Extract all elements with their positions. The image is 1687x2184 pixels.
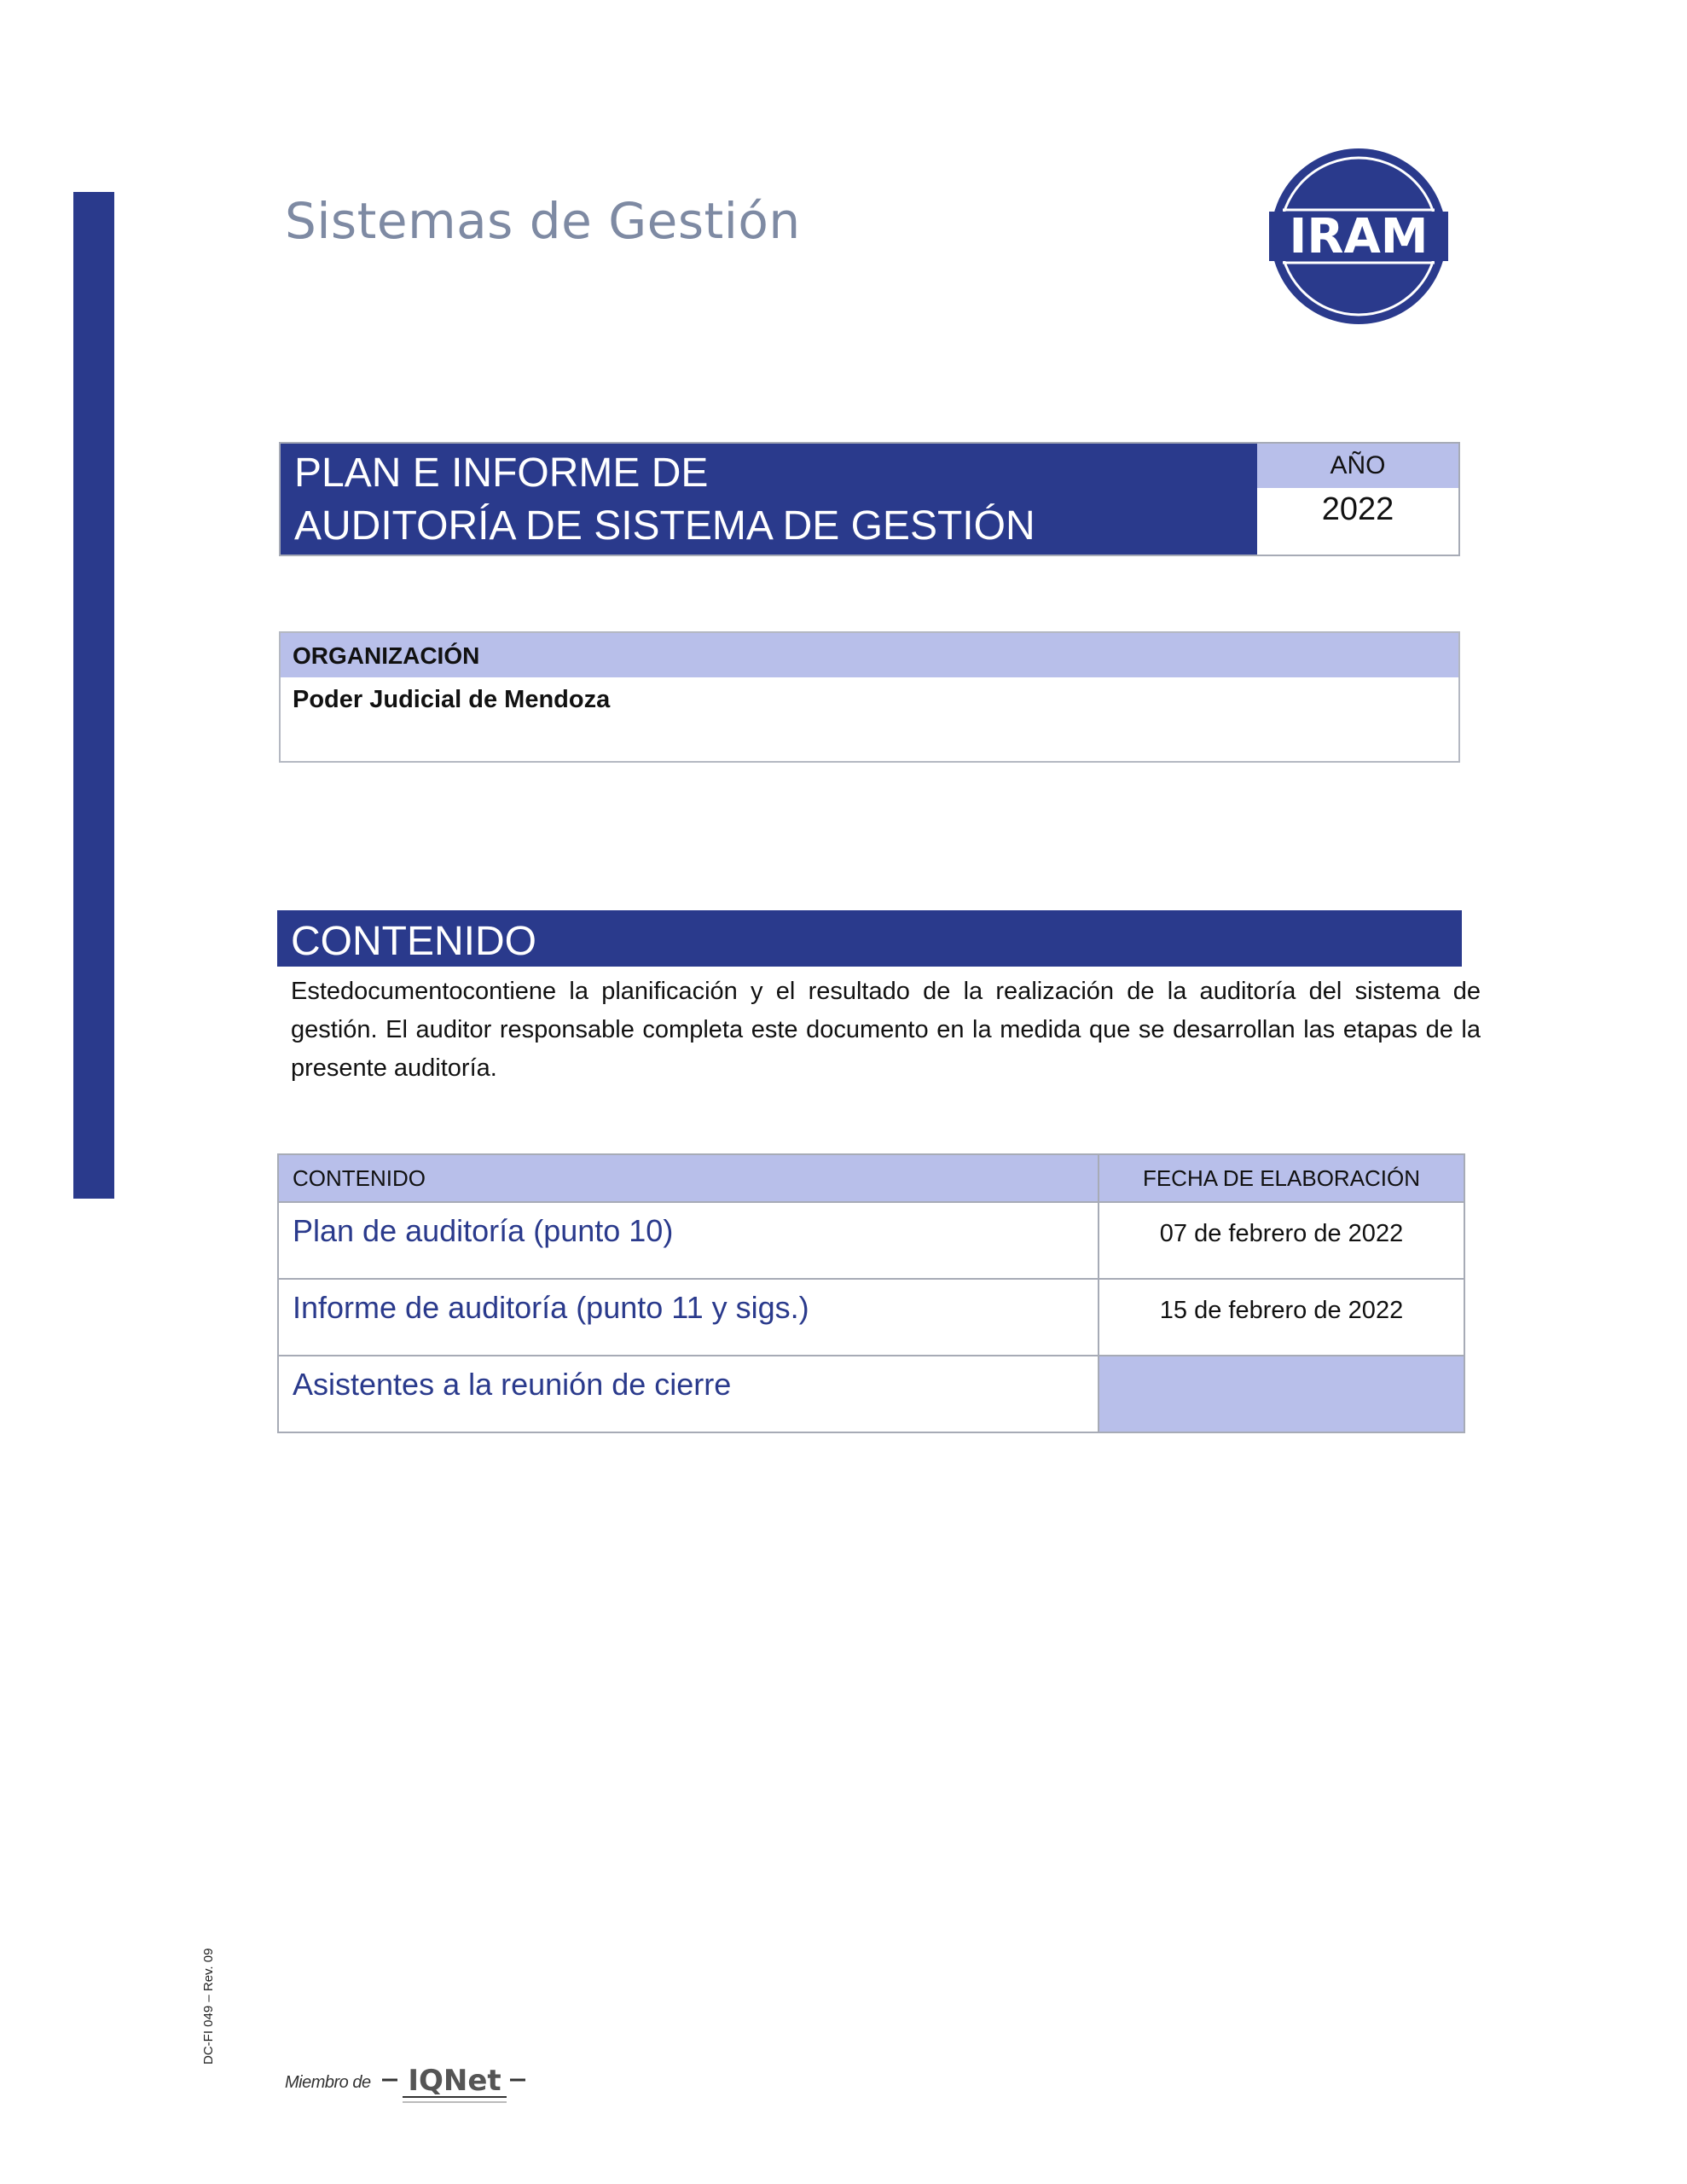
organization-box <box>279 631 1460 763</box>
organization-value: Poder Judicial de Mendoza <box>293 686 611 713</box>
contents-table <box>277 1153 1465 1433</box>
side-accent-bar <box>73 192 114 1199</box>
table-header-contenido: CONTENIDO <box>278 1154 1099 1202</box>
table-row <box>278 1279 1464 1356</box>
header-title: Sistemas de Gestión <box>285 192 801 250</box>
table-row-date: 07 de febrero de 2022 <box>1099 1202 1464 1279</box>
document-code: DC-FI 049 – Rev. 09 <box>201 1948 216 2065</box>
table-row-date: 15 de febrero de 2022 <box>1099 1279 1464 1356</box>
table-row-label: Informe de auditoría (punto 11 y sigs.) <box>278 1279 1099 1356</box>
table-row-label: Plan de auditoría (punto 10) <box>278 1202 1099 1279</box>
table-row <box>278 1356 1464 1432</box>
year-box <box>1257 444 1458 555</box>
plan-title-line2: AUDITORÍA DE SISTEMA DE GESTIÓN <box>294 503 1035 549</box>
table-row <box>278 1202 1464 1279</box>
plan-title-line1: PLAN E INFORME DE <box>294 450 709 496</box>
table-header-fecha: FECHA DE ELABORACIÓN <box>1099 1154 1464 1202</box>
table-row-label: Asistentes a la reunión de cierre <box>278 1356 1099 1432</box>
iram-logo-icon <box>1269 147 1448 326</box>
year-label: AÑO <box>1257 444 1458 488</box>
plan-title <box>281 444 1257 555</box>
iqnet-text: IQNet <box>408 2064 501 2098</box>
table-row-date <box>1099 1356 1464 1432</box>
logo-text: IRAM <box>1289 209 1429 264</box>
plan-title-box <box>279 442 1460 556</box>
year-value: 2022 <box>1321 491 1394 527</box>
table-header-row <box>278 1154 1464 1202</box>
organization-label: ORGANIZACIÓN <box>281 633 1458 677</box>
iqnet-logo-icon <box>382 2054 536 2109</box>
contenido-heading: CONTENIDO <box>277 910 1462 967</box>
member-label: Miembro de <box>285 2073 371 2092</box>
contenido-description: Estedocumentocontiene la planificación y el resultado de la realización de la auditoría del sistema de gestión. El auditor responsable completa este documento en la medida que se desarrollan las etapas de la presente auditoría. <box>291 978 1481 1082</box>
